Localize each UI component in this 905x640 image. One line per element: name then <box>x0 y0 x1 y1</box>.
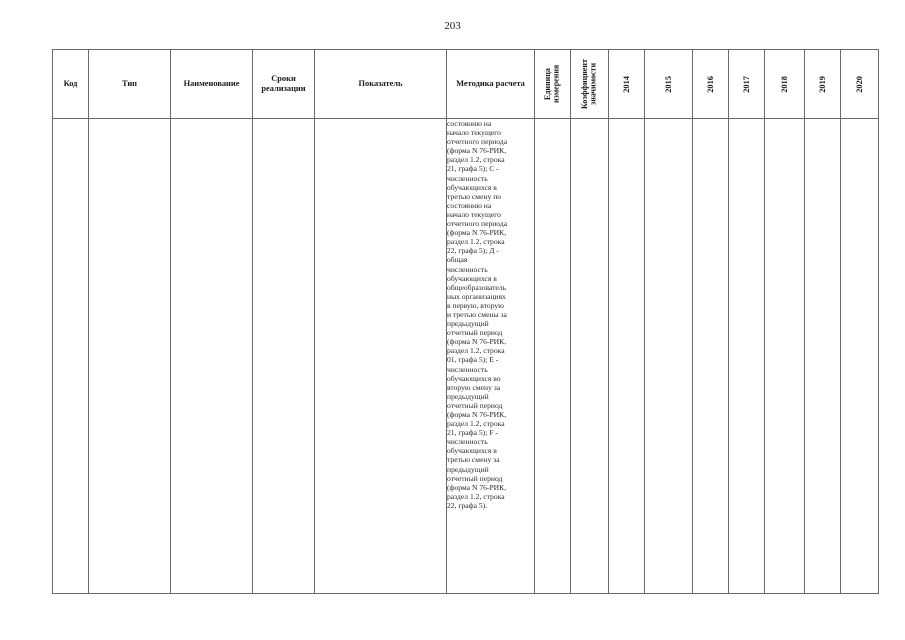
method-line: 21, графа 5); F - <box>447 428 498 438</box>
method-line: численность <box>447 437 488 447</box>
cell-year-2014 <box>609 119 645 594</box>
method-line: третью смену по <box>447 191 502 201</box>
cell-code <box>53 119 89 594</box>
header-name: Наименование <box>171 50 253 119</box>
table-row <box>53 119 879 594</box>
cell-year-2020 <box>841 119 879 594</box>
header-year-2014 <box>609 50 645 119</box>
header-year-2015 <box>645 50 693 119</box>
header-unit <box>535 50 571 119</box>
header-code: Код <box>53 50 89 119</box>
year-label: 2015 <box>663 75 673 93</box>
cell-year-2015 <box>645 119 693 594</box>
header-indicator: Показатель <box>315 50 447 119</box>
cell-name <box>171 119 253 594</box>
method-line: общеобразователь <box>447 282 507 292</box>
header-year-2020 <box>841 50 879 119</box>
method-line: 21, графа 5); С - <box>447 164 499 174</box>
header-unit-label: Единица измерения <box>543 64 561 104</box>
header-type: Тип <box>89 50 171 119</box>
method-line: 22, графа 5); Д - <box>447 246 499 256</box>
method-line: в первую, вторую <box>447 300 504 310</box>
method-line: (форма N 76-РИК, <box>447 228 507 238</box>
header-year-2018 <box>765 50 805 119</box>
cell-period <box>253 119 315 594</box>
cell-year-2016 <box>693 119 729 594</box>
method-line: состоянию на <box>447 200 492 210</box>
year-label: 2014 <box>621 75 631 93</box>
method-line: предыдущий <box>447 464 489 474</box>
indicator-table <box>52 49 879 594</box>
header-year-2017 <box>729 50 765 119</box>
method-line: раздел 1.2, строка <box>447 419 505 429</box>
method-line: раздел 1.2, строка <box>447 155 505 165</box>
method-line: общая <box>447 255 468 265</box>
method-line: (форма N 76-РИК, <box>447 146 507 156</box>
method-line: численность <box>447 364 488 374</box>
method-line: вторую смену за <box>447 382 501 392</box>
method-line: отчетного периода <box>447 137 508 147</box>
header-coefficient-label: Коэффициент значимости <box>580 59 598 109</box>
method-line: и третью смены за <box>447 309 507 319</box>
year-label: 2018 <box>779 75 789 93</box>
method-line: ных организациях <box>447 291 506 301</box>
method-line: (форма N 76-РИК, <box>447 337 507 347</box>
method-line: третью смену за <box>447 455 500 465</box>
page-number: 203 <box>444 20 461 32</box>
method-line: раздел 1.2, строка <box>447 346 505 356</box>
method-line: 22, графа 5). <box>447 500 488 510</box>
cell-year-2019 <box>805 119 841 594</box>
method-line: предыдущий <box>447 319 489 329</box>
method-line: раздел 1.2, строка <box>447 237 505 247</box>
method-line: начало текущего <box>447 128 501 138</box>
method-line: отчетный период <box>447 328 503 338</box>
cell-year-2018 <box>765 119 805 594</box>
header-row <box>53 50 879 119</box>
cell-year-2017 <box>729 119 765 594</box>
method-line: 01, графа 5); Е - <box>447 355 499 365</box>
year-label: 2019 <box>817 75 827 93</box>
year-label: 2020 <box>854 75 864 93</box>
method-line: (форма N 76-РИК, <box>447 482 507 492</box>
method-line: отчетный период <box>447 473 503 483</box>
header-year-2016 <box>693 50 729 119</box>
method-line: отчетный период <box>447 400 503 410</box>
cell-coefficient <box>571 119 609 594</box>
method-line: обучающихся во <box>447 373 501 383</box>
method-text <box>447 119 534 510</box>
cell-method <box>447 119 535 594</box>
year-label: 2017 <box>741 75 751 93</box>
method-line: раздел 1.2, строка <box>447 491 505 501</box>
cell-unit <box>535 119 571 594</box>
method-line: отчетного периода <box>447 219 508 229</box>
cell-type <box>89 119 171 594</box>
header-coefficient <box>571 50 609 119</box>
year-label: 2016 <box>705 75 715 93</box>
method-line: численность <box>447 264 488 274</box>
method-line: численность <box>447 173 488 183</box>
method-line: (форма N 76-РИК, <box>447 410 507 419</box>
method-line: обучающихся в <box>447 182 497 192</box>
header-method: Методика расчета <box>447 50 535 119</box>
header-year-2019 <box>805 50 841 119</box>
method-line: предыдущий <box>447 391 489 401</box>
method-line: состоянию на <box>447 119 492 128</box>
cell-indicator <box>315 119 447 594</box>
method-line: обучающихся в <box>447 446 497 456</box>
method-line: начало текущего <box>447 209 501 219</box>
method-line: обучающихся в <box>447 273 497 283</box>
header-period: Сроки реализации <box>253 50 315 119</box>
